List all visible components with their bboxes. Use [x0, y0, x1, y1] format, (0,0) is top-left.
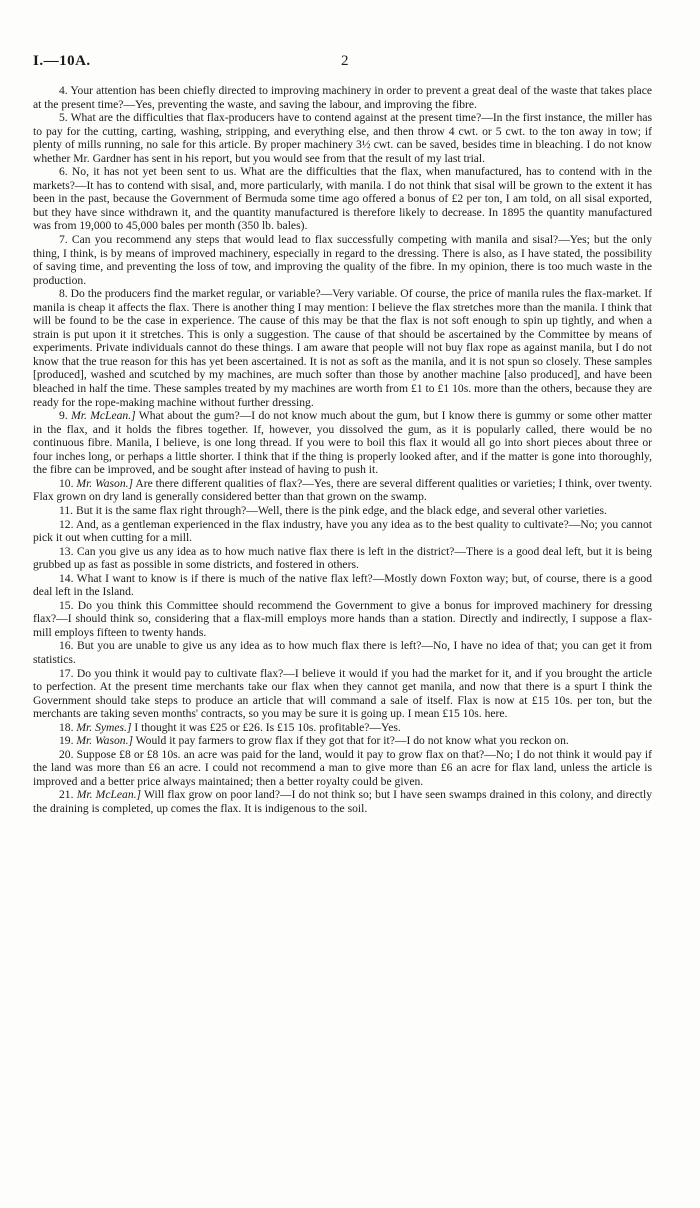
- body-text: [33, 84, 652, 816]
- speaker-name: Mr. McLean.]: [76, 788, 142, 802]
- question-paragraph: 16. But you are unable to give us any idea as to how much flax there is left?—No, I have no idea of that; you can get it from statistics.: [33, 639, 652, 666]
- question-paragraph: 11. But it is the same flax right through?—Well, there is the pink edge, and the black edge, and several other varieties.: [59, 503, 607, 517]
- question-paragraph: 15. Do you think this Committee should recommend the Government to give a bonus for improved machinery for dressing flax?—I should think so, considering that a flax-mill employs more hands than a station. Directly and indirectly, I suppose a flax-mill employs fifteen to twenty hands.: [33, 598, 652, 639]
- speaker-name: Mr. McLean.]: [71, 409, 136, 423]
- speaker-name: Mr. Wason.]: [76, 476, 134, 490]
- question-paragraph: 14. What I want to know is if there is much of the native flax left?—Mostly down Foxton way; but, of course, there is a good deal left in the Island.: [33, 571, 652, 599]
- speaker-name: Mr. Wason.]: [76, 734, 133, 748]
- question-paragraph: 17. Do you think it would pay to cultivate flax?—I believe it would if you had the market for it, and if you brought the article to perfection. At the present time merchants take our flax when they cannot get manila, and now that there is a spurt I think the Government should take steps to produce an article that will command a sale of itself. Flax is now at £15 10s. per ton, but the merchants are taking seven months' contracts, so you may be sure it is going up. I mean £15 10s. here.: [33, 666, 652, 721]
- question-paragraph: 6. No, it has not yet been sent to us. What are the difficulties that the flax, when manufactured, has to contend with in the markets?—It has to contend with sisal, and, more particularly, with manila. I do not think that sisal will be grown to the extent it has been in the past, because the Government of Bermuda some time ago offered a bonus of £2 per ton, I am told, on all sisal exported, but they have since withdrawn it, and the quantity manufactured is therefore likely to decrease. In 1895 the quantity manufactured was from 19,000 to 45,000 bales per month (350 lb. bales).: [33, 165, 652, 233]
- question-paragraph: 13. Can you give us any idea as to how much native flax there is left in the district?—There is a good deal left, but it is being grubbed up as fast as possible in some districts, and fostered in others.: [33, 544, 652, 572]
- question-paragraph: 4. Your attention has been chiefly directed to improving machinery in order to prevent a great deal of the waste that takes place at the present time?—Yes, preventing the waste, and saving the labour, and improving the fibre.: [33, 84, 652, 111]
- question-paragraph: 18. Mr. Symes.] I thought it was £25 or £26. Is £15 10s. profitable?—Yes.: [59, 720, 401, 734]
- question-paragraph: 21. Mr. McLean.] Will flax grow on poor land?—I do not think so; but I have seen swamps drained in this colony, and directly the draining is completed, up comes the flax. It is indigenous to the soil.: [33, 788, 652, 815]
- question-paragraph: 7. Can you recommend any steps that would lead to flax successfully competing with manila and sisal?—Yes; but the only thing, I think, is by means of improved machinery, especially in regard to the dressing. There is also, as I have stated, the possibility of saving time, and preventing the loss of tow, and improving the quality of the fibre. In my opinion, there is too much waste in the production.: [33, 233, 652, 287]
- question-paragraph: 5. What are the difficulties that flax-producers have to contend against at the present time?—In the first instance, the miller has to pay for the cutting, carting, washing, stripping, and everything else, and then throw 4 cwt. or 5 cwt. to the ton away in tow; if plenty of mills running, no sale for this article. By proper machinery 3½ cwt. can be saved, besides time in bleaching. I do not know whether Mr. Gardner has sent in his report, but you would see from that the result of my last trial.: [33, 111, 652, 165]
- question-paragraph: 10. Mr. Wason.] Are there different qualities of flax?—Yes, there are several different qualities or varieties; I think, over twenty. Flax grown on dry land is generally considered better than that grown on the swamp.: [33, 476, 653, 504]
- page-header: [33, 53, 654, 73]
- question-paragraph: 8. Do the producers find the market regular, or variable?—Very variable. Of course, the price of manila rules the flax-market. If manila is cheap it affects the flax. There is another thing I may mention: I believe the flax stretches more than the manila. I think that will be found to be the case in experience. The cause of this may be that the flax is not soft enough to spin up tightly, and when a strain is put upon it it stretches. This is only a suggestion. The cause of that should be ascertained by the Committee by means of experiments. Private individuals cannot do these things. I am aware that people will not buy flax rope as against manila, but I do not know that the true reason for this has yet been ascertained. It is not as soft as the manila, and it is not spun so closely. These samples [produced], washed and scutched by my machines, are much softer than those by another machine [also produced], and have been bleached in half the time. These samples treated by my machines are worth from £1 to £1 10s. more than the others, because they are ready for the rope-making machine without further dressing.: [33, 287, 652, 409]
- question-paragraph: 9. Mr. McLean.] What about the gum?—I do not know much about the gum, but I know there is gummy or some other matter in the flax, and it holds the fibres together. If, however, you dissolved the gum, as it is popularly called, there would be no continuous fibre. Manila, I believe, is one long thread. If you were to boil this flax it would all go into short pieces about three or four inches long, or perhaps a little shorter. I think that if the thing is properly looked after, and if the matter is gone into thoroughly, the fibre can be improved, and be sought after instead of having to push it.: [33, 409, 653, 477]
- question-paragraph: 12. And, as a gentleman experienced in the flax industry, have you any idea as to the best quality to cultivate?—No; you cannot pick it out when cutting for a mill.: [33, 517, 652, 545]
- question-paragraph: 20. Suppose £8 or £8 10s. an acre was paid for the land, would it pay to grow flax on that?—No; I do not think it would pay if the land was more than £6 an acre. I could not recommend a man to give more than £6 an acre for flax land, unless the article is improved and a better price always maintained; then a better royalty could be given.: [33, 747, 652, 788]
- page-number: 2: [341, 53, 349, 69]
- document-reference: I.—10A.: [33, 53, 91, 69]
- question-paragraph: 19. Mr. Wason.] Would it pay farmers to grow flax if they got that for it?—I do not know what you reckon on.: [59, 734, 569, 748]
- speaker-name: Mr. Symes.]: [76, 720, 132, 734]
